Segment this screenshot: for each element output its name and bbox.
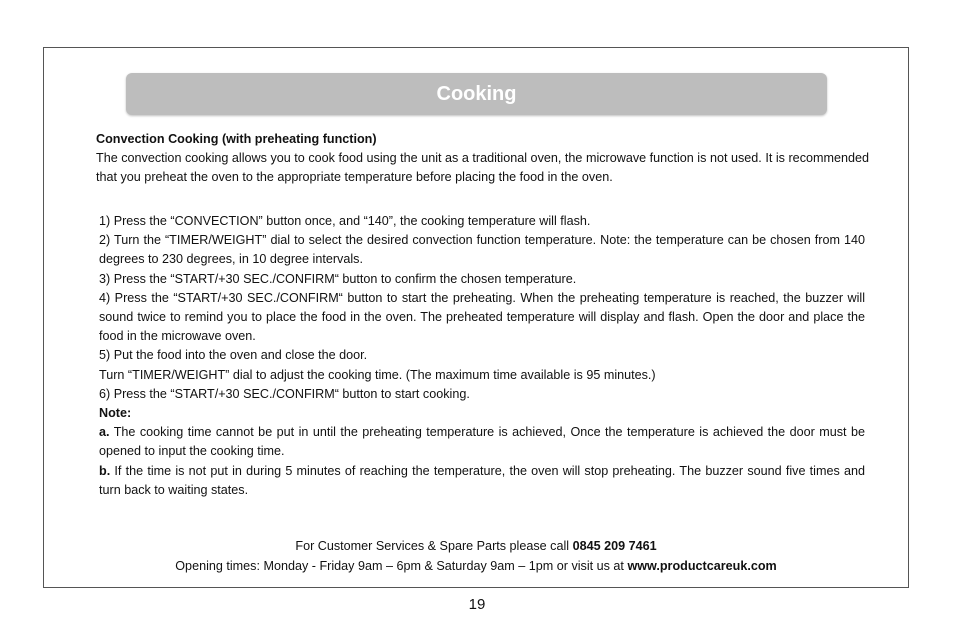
footer-line-1 [43, 537, 909, 557]
note-b-label: b. [99, 463, 111, 478]
footer-phone: 0845 209 7461 [572, 539, 657, 553]
footer [43, 537, 909, 576]
footer-line-2 [43, 557, 909, 577]
note-a-text: The cooking time cannot be put in until the preheating temperature is achieved, Once the temperature is achieved the door must be opened to input the cooking time. [99, 425, 865, 459]
step-3: 3) Press the “START/+30 SEC./CONFIRM“ button to confirm the chosen temperature. [99, 271, 577, 286]
footer-hours-text: Opening times: Monday - Friday 9am – 6pm & Saturday 9am – 1pm or visit us at [175, 558, 628, 573]
footer-service-text: For Customer Services & Spare Parts please call [295, 539, 573, 553]
step-1: 1) Press the “CONVECTION” button once, and “140”, the cooking temperature will flash. [99, 214, 591, 228]
note-heading: Note: [99, 406, 132, 421]
step-5-continued: Turn “TIMER/WEIGHT” dial to adjust the cooking time. (The maximum time available is 95 minutes.) [99, 367, 656, 382]
intro-heading: Convection Cooking (with preheating function) [96, 132, 377, 146]
step-5: 5) Put the food into the oven and close the door. [99, 348, 368, 363]
note-a-label: a. [99, 425, 110, 440]
section-banner [126, 73, 827, 115]
note-b-text: If the time is not put in during 5 minutes of reaching the temperature, the oven will stop preheating. The buzzer sound five times and turn back to waiting states. [99, 463, 865, 497]
note-b [99, 462, 865, 500]
step-6: 6) Press the “START/+30 SEC./CONFIRM“ button to start cooking. [99, 386, 470, 401]
step-4: 4) Press the “START/+30 SEC./CONFIRM“ button to start the preheating. When the preheating temperature is reached, the buzzer will sound twice to remind you to place the food in the oven. The preheated temperature will display and flash. Open the door and place the food in the microwave oven. [99, 290, 865, 344]
intro-section [96, 130, 869, 187]
step-2: 2) Turn the “TIMER/WEIGHT” dial to select the desired convection function temperature. Note: the temperature can be chosen from 140 degrees to 230 degrees, in 10 degree intervals. [99, 233, 865, 267]
page-number: 19 [468, 596, 486, 613]
section-title: Cooking [436, 83, 517, 105]
intro-paragraph: The convection cooking allows you to cook food using the unit as a traditional oven, the microwave function is not used. It is recommended that you preheat the oven to the appropriate temperature before placing the food in the oven. [96, 151, 869, 184]
steps-section [99, 212, 865, 500]
footer-website-link[interactable]: www.productcareuk.com [627, 558, 777, 573]
note-a [99, 423, 865, 461]
